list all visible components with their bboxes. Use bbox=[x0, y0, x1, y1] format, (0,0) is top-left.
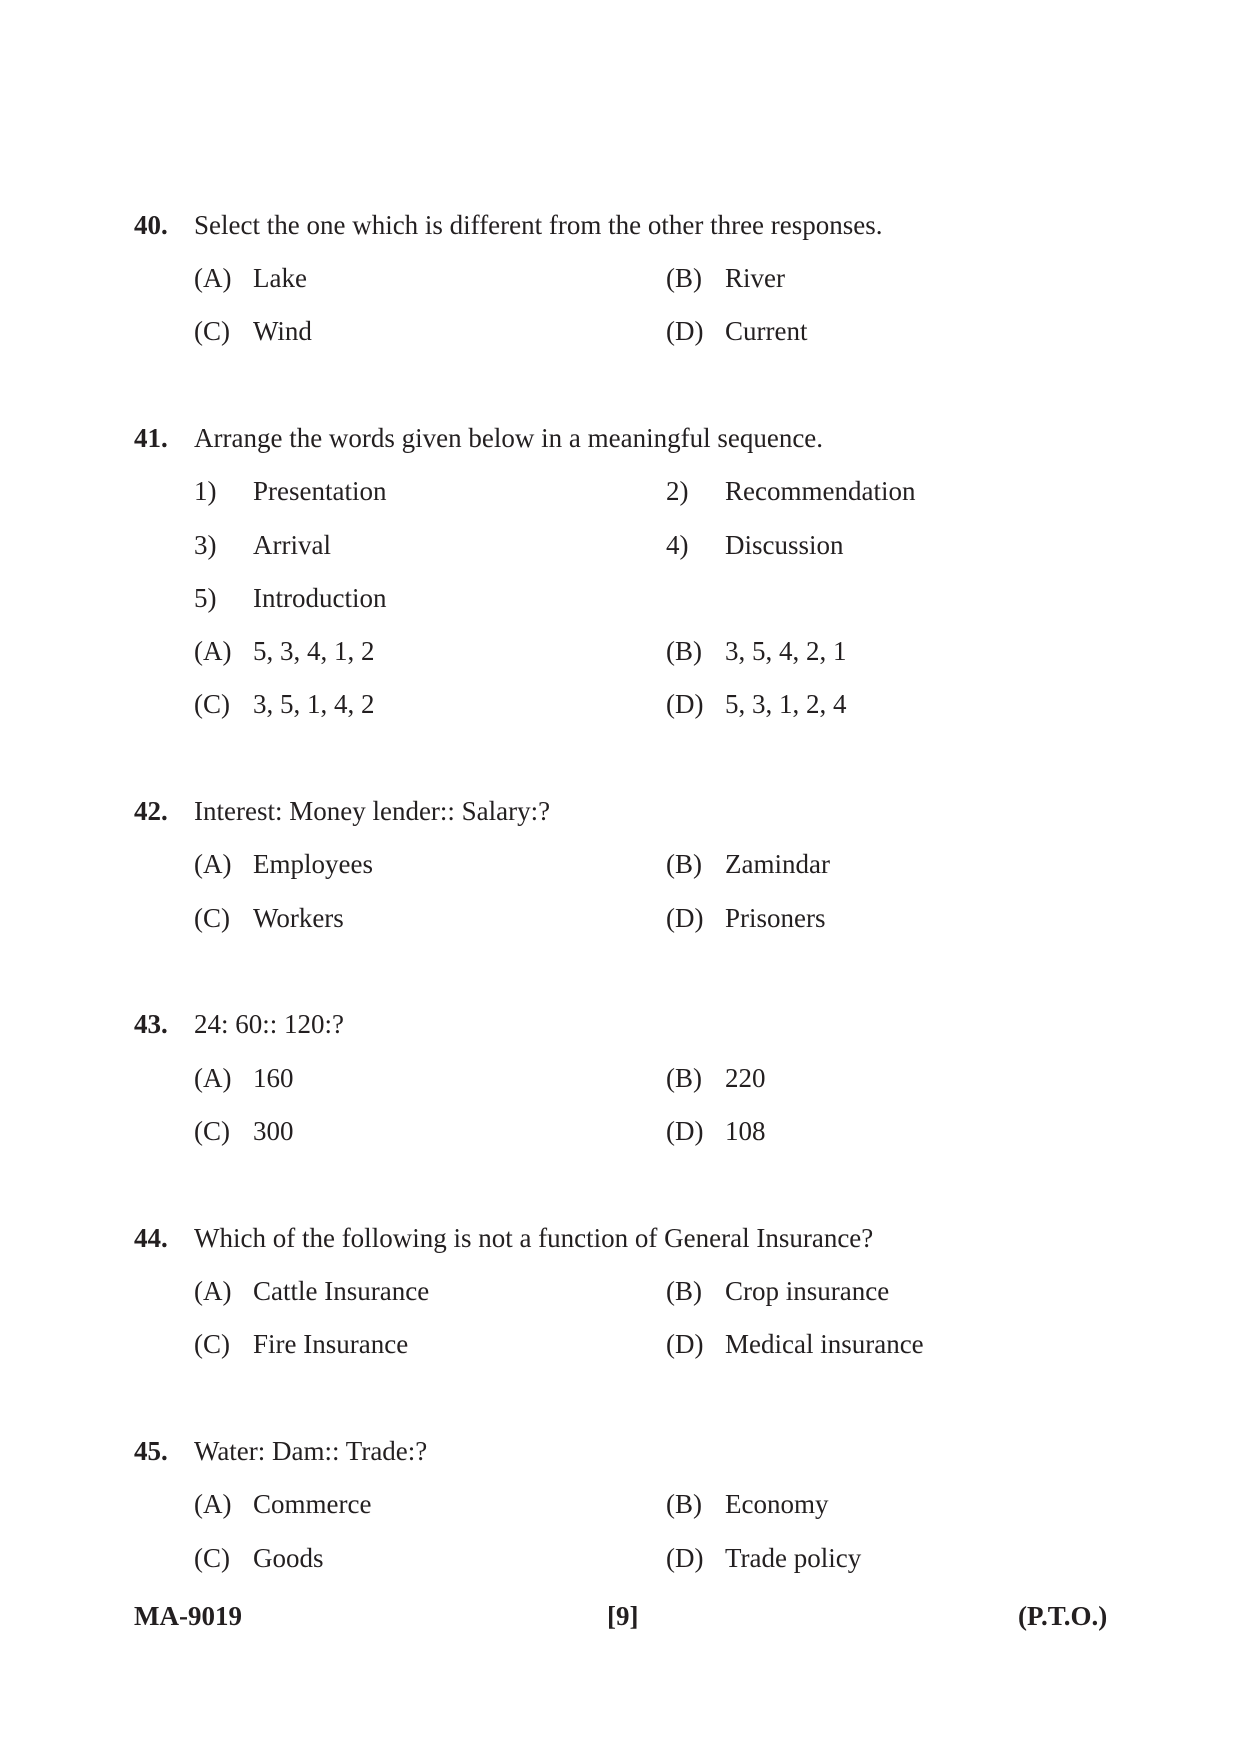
question-text: Interest: Money lender:: Salary:? bbox=[194, 796, 551, 826]
option-a bbox=[194, 638, 375, 665]
item-text: Introduction bbox=[253, 583, 387, 613]
option-label: (B) bbox=[666, 263, 702, 293]
option-label: (B) bbox=[666, 636, 702, 666]
option-text: River bbox=[725, 263, 785, 293]
option-a bbox=[194, 851, 373, 878]
question-number: 41. bbox=[134, 423, 168, 453]
option-text: Trade policy bbox=[725, 1543, 862, 1573]
option-c bbox=[194, 1545, 324, 1572]
option-text: 220 bbox=[725, 1063, 766, 1093]
option-label: (C) bbox=[194, 1116, 230, 1146]
option-label: (A) bbox=[194, 263, 232, 293]
option-text: Economy bbox=[725, 1489, 829, 1519]
option-label: (A) bbox=[194, 1489, 232, 1519]
pto-marker: (P.T.O.) bbox=[1018, 1601, 1108, 1631]
option-b bbox=[666, 265, 785, 292]
option-text: 3, 5, 1, 4, 2 bbox=[253, 689, 375, 719]
sequence-item-3 bbox=[194, 532, 331, 559]
option-c bbox=[194, 1118, 294, 1145]
item-label: 3) bbox=[194, 530, 217, 560]
option-c bbox=[194, 318, 312, 345]
question-number: 43. bbox=[134, 1009, 168, 1039]
item-text: Presentation bbox=[253, 476, 387, 506]
option-label: (C) bbox=[194, 316, 230, 346]
option-label: (D) bbox=[666, 1329, 704, 1359]
question-text: Which of the following is not a function of General Insurance? bbox=[194, 1223, 874, 1253]
option-label: (C) bbox=[194, 689, 230, 719]
question-41-heading bbox=[134, 425, 823, 452]
sequence-item-2 bbox=[666, 478, 915, 505]
option-b bbox=[666, 638, 847, 665]
question-43-heading bbox=[134, 1011, 344, 1038]
option-d bbox=[666, 1545, 861, 1572]
option-text: 5, 3, 1, 2, 4 bbox=[725, 689, 847, 719]
option-label: (B) bbox=[666, 1276, 702, 1306]
option-text: Employees bbox=[253, 849, 373, 879]
option-label: (D) bbox=[666, 1543, 704, 1573]
item-label: 4) bbox=[666, 530, 689, 560]
question-number: 42. bbox=[134, 796, 168, 826]
question-40-heading bbox=[134, 212, 883, 239]
option-label: (C) bbox=[194, 1329, 230, 1359]
option-text: Workers bbox=[253, 903, 344, 933]
sequence-item-1 bbox=[194, 478, 386, 505]
option-text: Fire Insurance bbox=[253, 1329, 409, 1359]
question-number: 45. bbox=[134, 1436, 168, 1466]
option-d bbox=[666, 1331, 924, 1358]
question-text: 24: 60:: 120:? bbox=[194, 1009, 344, 1039]
question-number: 44. bbox=[134, 1223, 168, 1253]
sequence-item-4 bbox=[666, 532, 844, 559]
item-label: 1) bbox=[194, 476, 217, 506]
item-text: Recommendation bbox=[725, 476, 916, 506]
item-label: 2) bbox=[666, 476, 689, 506]
option-text: Wind bbox=[253, 316, 312, 346]
option-label: (D) bbox=[666, 316, 704, 346]
option-d bbox=[666, 1118, 766, 1145]
option-a bbox=[194, 265, 307, 292]
sequence-item-5 bbox=[194, 585, 386, 612]
option-text: 300 bbox=[253, 1116, 294, 1146]
option-label: (B) bbox=[666, 849, 702, 879]
option-a bbox=[194, 1491, 371, 1518]
option-a bbox=[194, 1065, 294, 1092]
option-text: Zamindar bbox=[725, 849, 830, 879]
page-number: [9] bbox=[607, 1601, 639, 1631]
option-text: 160 bbox=[253, 1063, 294, 1093]
option-text: Commerce bbox=[253, 1489, 372, 1519]
option-a bbox=[194, 1278, 429, 1305]
option-d bbox=[666, 905, 826, 932]
option-text: Prisoners bbox=[725, 903, 826, 933]
item-label: 5) bbox=[194, 583, 217, 613]
question-text: Select the one which is different from the other three responses. bbox=[194, 210, 883, 240]
option-label: (C) bbox=[194, 903, 230, 933]
option-text: Crop insurance bbox=[725, 1276, 890, 1306]
option-b bbox=[666, 1278, 889, 1305]
option-text: Medical insurance bbox=[725, 1329, 924, 1359]
option-text: 3, 5, 4, 2, 1 bbox=[725, 636, 847, 666]
option-text: Current bbox=[725, 316, 808, 346]
option-d bbox=[666, 318, 807, 345]
option-text: Cattle Insurance bbox=[253, 1276, 430, 1306]
option-label: (D) bbox=[666, 903, 704, 933]
option-label: (A) bbox=[194, 636, 232, 666]
item-text: Arrival bbox=[253, 530, 331, 560]
question-text: Arrange the words given below in a meaningful sequence. bbox=[194, 423, 824, 453]
question-42-heading bbox=[134, 798, 550, 825]
option-label: (D) bbox=[666, 689, 704, 719]
question-text: Water: Dam:: Trade:? bbox=[194, 1436, 428, 1466]
option-label: (A) bbox=[194, 1063, 232, 1093]
option-c bbox=[194, 1331, 408, 1358]
option-label: (D) bbox=[666, 1116, 704, 1146]
option-b bbox=[666, 1065, 766, 1092]
option-b bbox=[666, 1491, 828, 1518]
option-text: Goods bbox=[253, 1543, 324, 1573]
option-label: (A) bbox=[194, 849, 232, 879]
option-c bbox=[194, 691, 375, 718]
item-text: Discussion bbox=[725, 530, 844, 560]
option-label: (A) bbox=[194, 1276, 232, 1306]
paper-code: MA-9019 bbox=[134, 1601, 242, 1631]
question-number: 40. bbox=[134, 210, 168, 240]
question-45-heading bbox=[134, 1438, 427, 1465]
option-text: Lake bbox=[253, 263, 307, 293]
option-d bbox=[666, 691, 847, 718]
option-text: 5, 3, 4, 1, 2 bbox=[253, 636, 375, 666]
option-label: (C) bbox=[194, 1543, 230, 1573]
option-label: (B) bbox=[666, 1489, 702, 1519]
option-text: 108 bbox=[725, 1116, 766, 1146]
option-b bbox=[666, 851, 830, 878]
option-c bbox=[194, 905, 344, 932]
option-label: (B) bbox=[666, 1063, 702, 1093]
question-44-heading bbox=[134, 1225, 873, 1252]
